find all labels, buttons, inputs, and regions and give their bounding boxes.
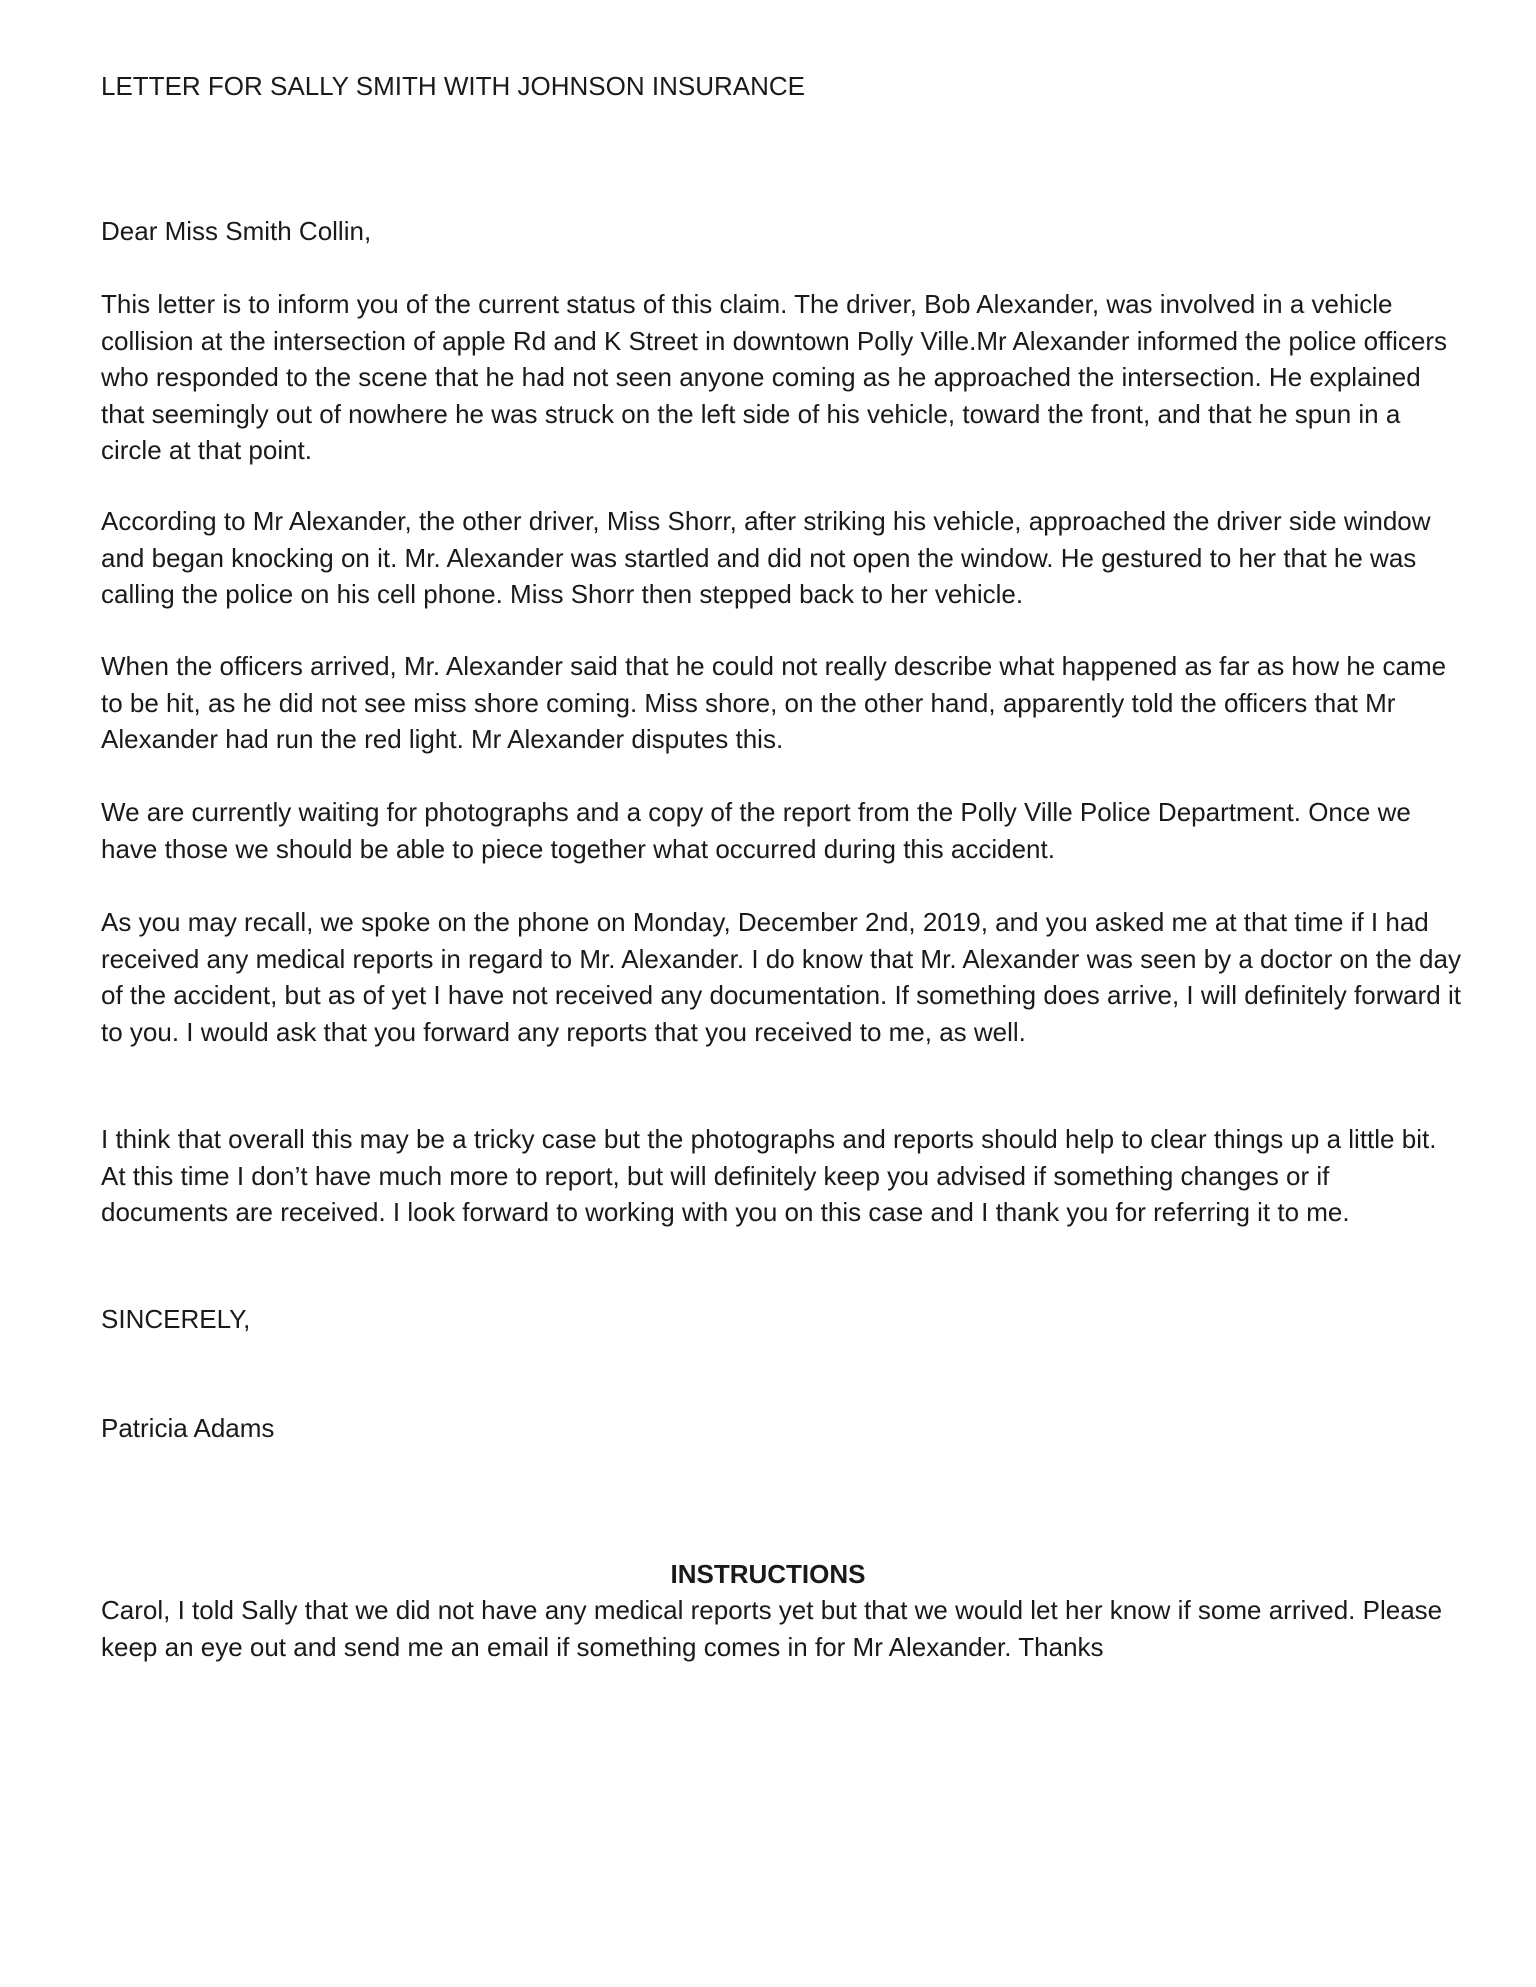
closing: SINCERELY,: [101, 1304, 251, 1334]
paragraph-officers-arrived: When the officers arrived, Mr. Alexander said that he could not really describe what happened as far as how he came to be hit, as he did not see miss shore coming. Miss shore, on the other hand, apparently told the officers that Mr Alexander had run the red light. Mr Alexander disputes this.: [101, 651, 1447, 754]
paragraph-claim-status: This letter is to inform you of the current status of this claim. The driver, Bob Alexander, was involved in a vehicle collision at the intersection of apple Rd and K Street in downtown Polly Ville.Mr Alexander informed the police officers who responded to the scene that he had not seen anyone coming as he approached the intersection. He explained that seemingly out of nowhere he was struck on the left side of his vehicle, toward the front, and that he spun in a circle at that point.: [101, 289, 1447, 465]
paragraph-other-driver: According to Mr Alexander, the other driver, Miss Shorr, after striking his vehicle, approached the driver side window and began knocking on it. Mr. Alexander was startled and did not open the window. He gestured to her that he was calling the police on his cell phone. Miss Shorr then stepped back to her vehicle.: [101, 506, 1431, 609]
paragraph-medical-reports: As you may recall, we spoke on the phone on Monday, December 2nd, 2019, and you asked me at that time if I had received any medical reports in regard to Mr. Alexander. I do know that Mr. Alexander was seen by a doctor on the day of the accident, but as of yet I have not received any documentation. If something does arrive, I will definitely forward it to you. I would ask that you forward any reports that you received to me, as well.: [101, 907, 1461, 1047]
instructions-heading: INSTRUCTIONS: [670, 1559, 866, 1589]
document-title: LETTER FOR SALLY SMITH WITH JOHNSON INSURANCE: [101, 71, 806, 101]
paragraph-conclusion: I think that overall this may be a tricky case but the photographs and reports should help to clear things up a little bit. At this time I don’t have much more to report, but will definitely keep you advised if something changes or if documents are received. I look forward to working with you on this case and I thank you for referring it to me.: [101, 1124, 1437, 1227]
salutation: Dear Miss Smith Collin,: [101, 216, 372, 246]
paragraph-waiting-reports: We are currently waiting for photographs and a copy of the report from the Polly Ville Police Department. Once we have those we should be able to piece together what occurred during this accident.: [101, 797, 1411, 864]
signature-name: Patricia Adams: [101, 1413, 275, 1443]
instructions-body: Carol, I told Sally that we did not have any medical reports yet but that we would let her know if some arrived. Please keep an eye out and send me an email if something comes in for Mr Alexander. Thanks: [101, 1595, 1443, 1662]
